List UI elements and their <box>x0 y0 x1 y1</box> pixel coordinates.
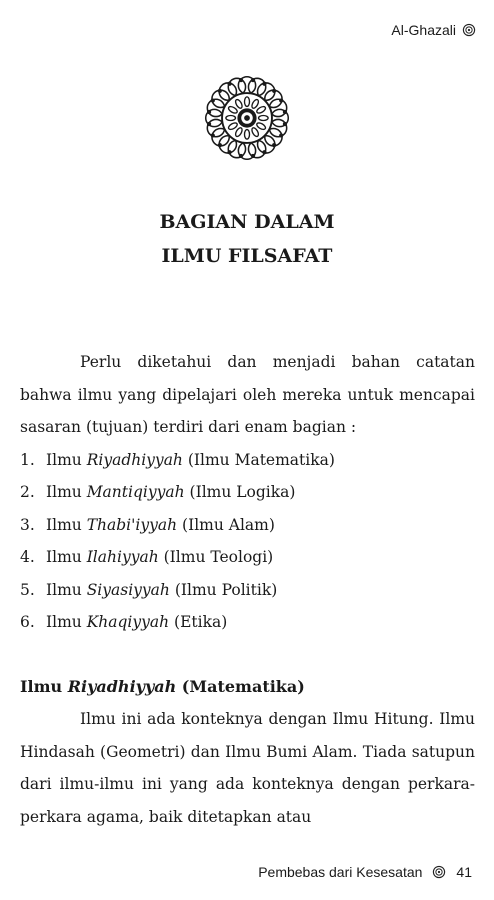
running-header <box>391 22 476 38</box>
list-item <box>20 574 475 607</box>
chapter-title <box>0 205 494 273</box>
list-item-term: Thabi'iyyah <box>86 515 178 534</box>
list-item-gloss: (Ilmu Logika) <box>184 483 296 501</box>
list-item-gloss: (Ilmu Teologi) <box>158 548 274 566</box>
list-item-prefix: Ilmu <box>46 450 87 469</box>
list-item-number: 4. <box>20 548 35 566</box>
rosette-ornament-icon <box>199 70 295 166</box>
list-item <box>20 509 475 542</box>
ornament-icon <box>462 23 476 37</box>
list-item <box>20 541 475 574</box>
list-item <box>20 444 475 477</box>
intro-paragraph: Perlu diketahui dan menjadi bahan catatan bahwa ilmu yang dipelajari oleh mereka untuk mencapai sasaran (tujuan) terdiri dari enam bagian : <box>20 353 475 436</box>
list-item-prefix: Ilmu <box>46 548 87 566</box>
page-content <box>20 346 475 833</box>
footer-book-name: Pembebas dari Kesesatan <box>258 864 423 880</box>
list-item-gloss: (Etika) <box>169 613 228 631</box>
list-item-number: 3. <box>20 515 35 534</box>
list-item-term: Ilahiyyah <box>86 548 159 566</box>
list-item-number: 2. <box>20 483 35 501</box>
list-item-prefix: Ilmu <box>46 580 87 599</box>
header-book-title: Al-Ghazali <box>391 22 456 38</box>
list-item-text <box>46 444 335 477</box>
chapter-ornament <box>0 70 494 166</box>
section-heading <box>20 671 475 704</box>
section-heading-term: Riyadhiyyah <box>67 676 177 696</box>
list-item <box>20 476 475 509</box>
section-heading-prefix: Ilmu <box>20 676 68 696</box>
list-item-text <box>46 606 227 639</box>
chapter-title-line-1: BAGIAN DALAM <box>159 211 335 233</box>
list-item-term: Siyasiyyah <box>86 580 170 599</box>
science-list <box>20 444 475 639</box>
list-item-prefix: Ilmu <box>46 613 87 631</box>
list-item-text <box>46 541 273 574</box>
list-item-term: Riyadhiyyah <box>86 450 183 469</box>
running-footer <box>258 864 472 880</box>
list-item-number: 6. <box>20 613 35 631</box>
ornament-icon <box>432 865 446 879</box>
list-item-text <box>46 509 275 542</box>
list-item-term: Khaqiyyah <box>86 613 170 631</box>
list-item-number: 1. <box>20 450 35 469</box>
list-item-text <box>46 574 277 607</box>
page-number: 41 <box>456 864 472 880</box>
list-item-gloss: (Ilmu Politik) <box>169 580 278 599</box>
list-item-prefix: Ilmu <box>46 515 87 534</box>
list-item-term: Mantiqiyyah <box>86 483 185 501</box>
list-item-gloss: (Ilmu Matematika) <box>182 450 335 469</box>
list-item <box>20 606 475 639</box>
list-item-text <box>46 476 295 509</box>
list-item-prefix: Ilmu <box>46 483 87 501</box>
list-item-gloss: (Ilmu Alam) <box>177 515 275 534</box>
list-item-number: 5. <box>20 580 35 599</box>
chapter-title-line-2: ILMU FILSAFAT <box>161 245 333 267</box>
section-heading-suffix: (Matematika) <box>176 676 305 696</box>
section-paragraph: Ilmu ini ada konteknya dengan Ilmu Hitung. Ilmu Hindasah (Geometri) dan Ilmu Bumi Alam. Tiada satupun dari ilmu-ilmu ini yang ada konteknya dengan perkara-perkara agama, baik ditetapkan atau <box>20 710 475 826</box>
